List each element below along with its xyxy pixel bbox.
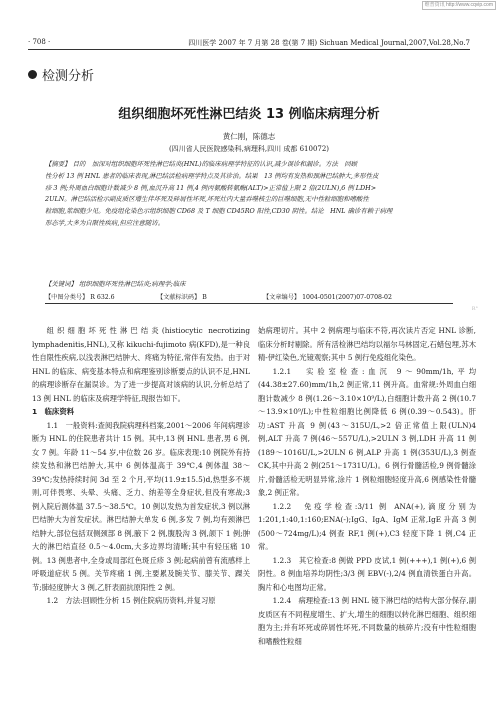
- abstract-line: 疹 3 例;外周血白细胞计数减少 8 例,血沉升高 11 例,4 例丙氨酸转氨酶(ALT)>正常值上限 2 倍(2ULN),6 例 LDH>: [45, 183, 377, 192]
- running-header: [28, 37, 470, 50]
- abstract-line: 形态学,大多为自限性疾病,但应注意随访。: [45, 218, 165, 227]
- article-number: 【文章编号】 1004-0501(2007)07-0708-02: [263, 294, 392, 301]
- right-column: [258, 324, 476, 648]
- abstract-line: 【摘要】 目的 加深对组织细胞坏死性淋巴结炎(HNL)的临床病理学特征的认识,减少误诊和漏诊。方法 回顾: [45, 160, 358, 168]
- body-paragraph: 1.2.1 实验室检查:血沉 9～90mm/1h,平均(44.38±27.60)mm/1h,2 例正常,11 例升高。血常规:外周血白细胞计数减少 8 例(1.26～3.10×10⁹/L),白细胞计数升高 2 例(10.7～13.9×10⁹/L);中性粒细胞比例降低 6 例(0.39～0.543)。肝功:AST 升高 9 例(43～315U/L,>2 倍正常值上限(ULN)4 例,ALT 升高 7 例(46～557U/L),>2ULN 3 例,LDH 升高 11 例(189～1016U/L,>2ULN 6 例,ALP 升高 1 例(353U/L),3 例查 CK,其中升高 2 例(251～1731U/L)。6 例行骨髓活检,9 例骨髓涂片,骨髓活检无明显异常,涂片 1 例粒细胞轻度升高,6 例感染性骨髓象,2 例正常。: [258, 366, 476, 497]
- section-heading: 1 临床资料: [32, 407, 75, 416]
- bullet-dot-icon: [28, 70, 37, 79]
- classification-row: [45, 292, 453, 304]
- abstract: [45, 159, 453, 230]
- section-tag-label: 检测分析: [42, 69, 95, 84]
- left-column: [32, 324, 250, 608]
- stamp-mark: R°: [471, 306, 478, 312]
- body-paragraph: 始病理切片。其中 2 例病理与临床不符,再次读片否定 HNL 诊断,临床分析时剔除。所有活检淋巴结均以福尔马林固定,石蜡包埋,苏木精-伊红染色,光镜观察;其中 5 例行免疫组化染色。: [258, 326, 476, 362]
- body-paragraph: 1.2.4 病理检查:13 例 HNL 镜下淋巴结的结构大部分保存,副皮质区有不同程度增生、扩大,增生的细胞以转化淋巴细胞、组织细胞为主;并有坏死或碎屑性坏死,不同数量的核碎片;没有中性粒细胞和嗜酸性粒细: [258, 596, 476, 646]
- clc-number: 【中图分类号】 R 632.6: [45, 294, 115, 301]
- page-number: · 708 ·: [28, 38, 51, 46]
- watermark-badge: 维普资讯 http://www.cqvip.com: [422, 1, 496, 10]
- body-paragraph: 1.2.2 免疫学检查:3/11 例 ANA(+),滴度分别为 1:201,1:40,1:160;ENA(-);IgG、IgA、IgM 正常,IgE 升高 3 例(500～724mg/L);4 例查 RF,1 例(+),C3 轻度下降 1 例,C4 正常。: [258, 501, 476, 551]
- journal-info: 四川医学 2007 年 7 月第 28 卷(第 7 期) Sichuan Medical Journal,2007,Vol.28,No.7: [188, 39, 470, 47]
- abstract-line: 性分析 13 例 HNL 患者的临床表现,淋巴结活检病理学特点及其诊治。结果 13 例均有发热和颈淋巴结肿大,多形性皮: [45, 171, 379, 180]
- section-tag: [28, 65, 94, 84]
- body-paragraph: 1.1 一般资料:查阅我院病理科档案,2001～2006 年间病理诊断为 HNL 的住院患者共计 15 例。其中,13 例 HNL 患者,男 6 例,女 7 例。年龄 11～54 岁,中位数 26 岁。临床表现:10 例院外有持续发热和淋巴结肿大,其中 6 例体温高于 39℃,4 例体温 38～39℃;发热持续时间 3d 至 2 个月,平均(11.9±15.5)d,热型多不规则,可伴畏寒、头晕、头痛、乏力、纳差等全身症状,但没有寒战;3 例入院后测体温 37.5～38.5℃。10 例以发热为首发症状,3 例以淋巴结肿大为首发症状。淋巴结肿大单发 6 例,多发 7 例,均有颈淋巴结肿大,部位包括双侧颈部 8 例,腋下 2 例,腹股沟 3 例,颌下 1 例;肿大的淋巴结直径 0.5～4.0cm,大多边界均清晰;其中有轻压痛 10 例。13 例患者中,全身或局部红色斑丘疹 3 例;起病前曾有流感样上呼吸道症状 5 例。关节疼痛 1 例,主要累及腕关节、膝关节、踝关节;肺轻度肿大 3 例,乙肝表面抗原阳性 2 例。: [32, 420, 250, 592]
- article-authors: 黄仁刚，陈德志: [222, 132, 276, 141]
- keywords: 【关键词】 组织细胞坏死性淋巴结炎;病理学;临床: [45, 280, 186, 288]
- body-paragraph: 组织细胞坏死性淋巴结炎(histiocytic necrotizing lymphadenitis,HNL),又称 kikuchi-fujimoto 病(KFD),是一种良性自限性疾病,以浅表淋巴结肿大、疼痛为特征,常伴有发热。由于对 HNL 的临床、病变基本特点和病理鉴别诊断要点的认识不足,HNL 的病理诊断存在漏误诊。为了进一步提高对该病的认识,分析总结了 13 例 HNL 的临床及病理学特征,现报告如下。: [32, 326, 250, 403]
- article-title: 组织细胞坏死性淋巴结炎 13 例临床病理分析: [118, 107, 380, 122]
- document-code: 【文献标识码】 B: [157, 294, 207, 301]
- body-paragraph: 1.2.3 其它检查:8 例做 PPD 皮试,1 例(+++),1 例(+),6 例阴性。8 例血培养均阴性;3/3 例 EBV(-),2/4 例血清铁蛋白升高。胸片和心电图均正常。: [258, 555, 476, 592]
- abstract-line: 粒细胞,浆细胞少见。免疫组化染色示组织细胞 CD68 及 T 细胞 CD45RO 阳性,CD30 阴性。结论 HNL 确诊有赖于病理: [45, 207, 393, 216]
- abstract-line: 2ULN。淋巴结活检示副皮质区增生伴坏死及碎屑性坏死,坏死灶内大量吞噬核尘的巨噬细胞,无中性粒细胞和嗜酸性: [45, 195, 369, 204]
- article-affiliation: (四川省人民医院感染科,病理科,四川 成都 610072): [168, 145, 330, 153]
- body-paragraph: 1.2 方法:回顾性分析 15 例住院病历资料,并复习原: [46, 596, 216, 605]
